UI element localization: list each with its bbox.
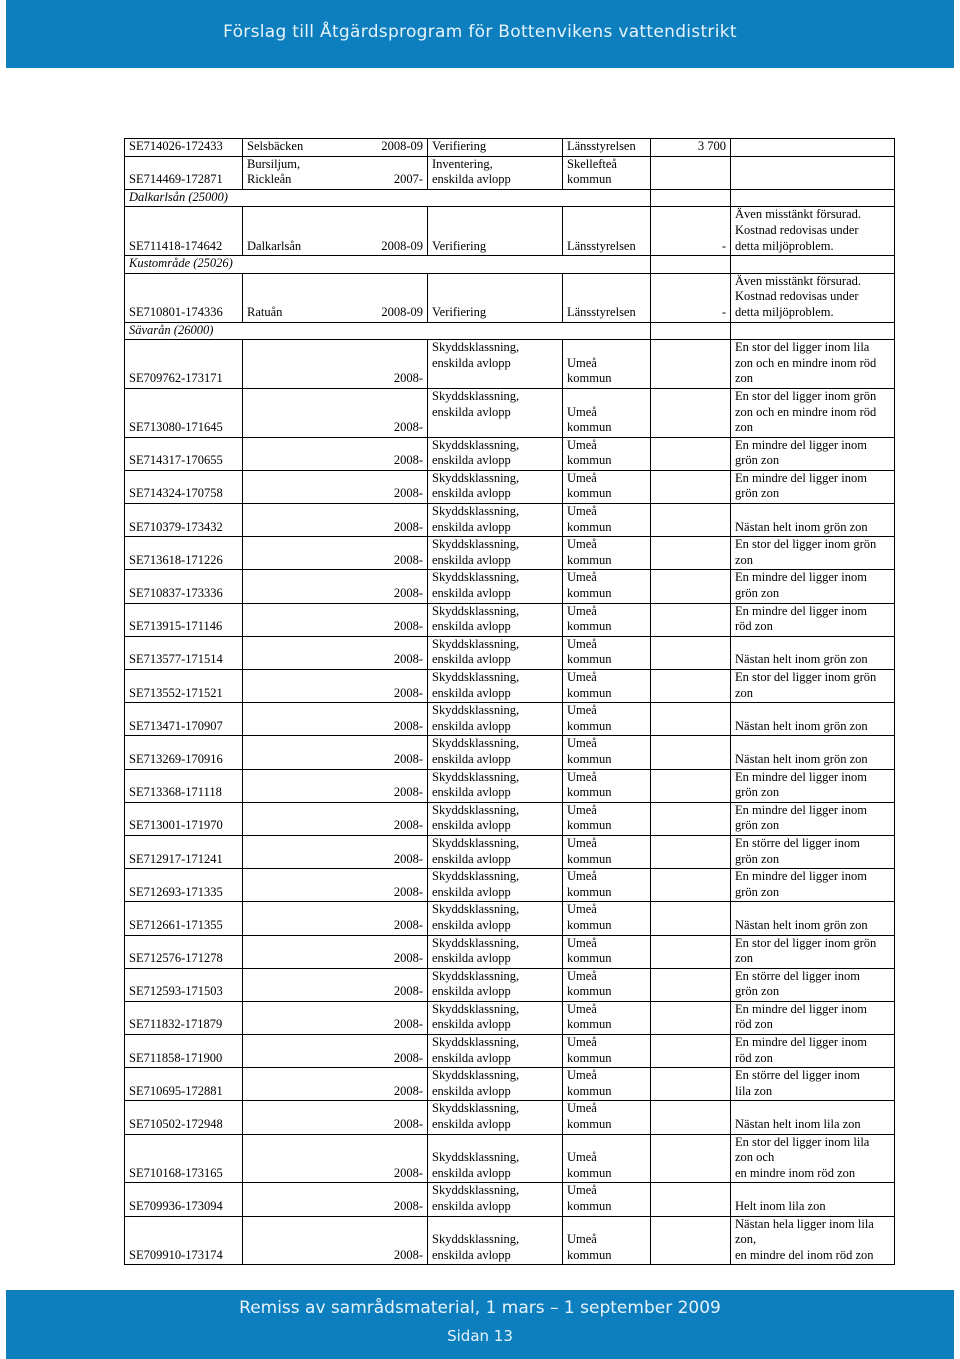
comment-cell: En mindre del ligger inom grön zon [731,570,895,603]
responsible-cell: Umeå kommun [563,340,651,389]
year-cell: 2008- [323,470,428,503]
water-id-cell: SE714324-170758 [125,470,243,503]
cost-cell: 3 700 [651,139,731,157]
footer-consultation-text: Remiss av samrådsmaterial, 1 mars – 1 september 2009 [239,1298,721,1318]
name-cell [243,636,323,669]
table-row [125,437,895,470]
table-row [125,1101,895,1134]
table-row [125,736,895,769]
year-cell: 2008- [323,603,428,636]
responsible-cell: Umeå kommun [563,968,651,1001]
water-id-cell: SE709910-173174 [125,1216,243,1265]
comment-cell: En mindre del ligger inom grön zon [731,769,895,802]
water-id-cell: SE710801-174336 [125,273,243,322]
water-id-cell: SE713577-171514 [125,636,243,669]
measure-cell: Skyddsklassning, enskilda avlopp [428,1035,563,1068]
responsible-cell: Umeå kommun [563,388,651,437]
cost-cell [651,1101,731,1134]
table-row [125,769,895,802]
measure-cell: Verifiering [428,273,563,322]
year-cell: 2008- [323,340,428,389]
name-cell [243,470,323,503]
measure-cell: Skyddsklassning, enskilda avlopp [428,636,563,669]
cost-cell [651,670,731,703]
table-row [125,537,895,570]
comment-cell [731,139,895,157]
cost-cell [651,802,731,835]
year-cell: 2007- [323,156,428,189]
comment-cell: En större del ligger inom lila zon [731,1068,895,1101]
measure-cell: Skyddsklassning, enskilda avlopp [428,935,563,968]
empty-cell [651,322,731,340]
cost-cell [651,1183,731,1216]
water-id-cell: SE710502-172948 [125,1101,243,1134]
responsible-cell: Umeå kommun [563,603,651,636]
cost-cell [651,1035,731,1068]
water-id-cell: SE713001-171970 [125,802,243,835]
cost-cell [651,340,731,389]
comment-cell: En stor del ligger inom grön zon [731,670,895,703]
measure-cell: Skyddsklassning, enskilda avlopp [428,802,563,835]
responsible-cell: Umeå kommun [563,869,651,902]
responsible-cell: Umeå kommun [563,1101,651,1134]
cost-cell [651,570,731,603]
table-row [125,1134,895,1183]
table-row [125,388,895,437]
water-id-cell: SE714469-172871 [125,156,243,189]
section-label: Sävarån (26000) [125,322,651,340]
water-id-cell: SE713080-171645 [125,388,243,437]
measure-cell: Inventering, enskilda avlopp [428,156,563,189]
responsible-cell: Umeå kommun [563,1001,651,1034]
responsible-cell: Umeå kommun [563,835,651,868]
cost-cell [651,902,731,935]
name-cell: Bursiljum, Rickleån [243,156,323,189]
name-cell [243,504,323,537]
measure-cell: Skyddsklassning, enskilda avlopp [428,1101,563,1134]
comment-cell: En stor del ligger inom grön zon och en mindre inom röd zon [731,388,895,437]
responsible-cell: Länsstyrelsen [563,139,651,157]
responsible-cell: Umeå kommun [563,1035,651,1068]
table-row [125,636,895,669]
name-cell [243,968,323,1001]
water-id-cell: SE714026-172433 [125,139,243,157]
comment-cell: En stor del ligger inom lila zon och en mindre inom röd zon [731,1134,895,1183]
comment-cell: En mindre del ligger inom grön zon [731,437,895,470]
measure-cell: Skyddsklassning, enskilda avlopp [428,1216,563,1265]
responsible-cell: Umeå kommun [563,470,651,503]
responsible-cell: Umeå kommun [563,570,651,603]
year-cell: 2008-09 [323,207,428,256]
empty-cell [651,189,731,207]
comment-cell: Nästan helt inom grön zon [731,736,895,769]
section-label: Kustområde (25026) [125,256,651,274]
name-cell: Selsbäcken [243,139,323,157]
empty-cell [651,256,731,274]
year-cell: 2008- [323,636,428,669]
empty-cell [731,189,895,207]
measure-cell: Skyddsklassning, enskilda avlopp [428,670,563,703]
comment-cell: En mindre del ligger inom röd zon [731,603,895,636]
section-label: Dalkarlsån (25000) [125,189,651,207]
year-cell: 2008- [323,703,428,736]
name-cell [243,703,323,736]
name-cell [243,935,323,968]
measure-cell: Skyddsklassning, enskilda avlopp [428,902,563,935]
table-row [125,1068,895,1101]
name-cell [243,437,323,470]
name-cell [243,1134,323,1183]
water-id-cell: SE713471-170907 [125,703,243,736]
responsible-cell: Umeå kommun [563,437,651,470]
name-cell [243,1216,323,1265]
responsible-cell: Umeå kommun [563,504,651,537]
name-cell [243,388,323,437]
table-row [125,1035,895,1068]
responsible-cell: Umeå kommun [563,802,651,835]
name-cell [243,603,323,636]
table-row [125,603,895,636]
empty-cell [731,322,895,340]
year-cell: 2008- [323,1001,428,1034]
comment-cell: Nästan helt inom grön zon [731,636,895,669]
responsible-cell: Umeå kommun [563,1068,651,1101]
cost-cell [651,769,731,802]
responsible-cell: Umeå kommun [563,537,651,570]
comment-cell: Helt inom lila zon [731,1183,895,1216]
year-cell: 2008- [323,504,428,537]
comment-cell: En mindre del ligger inom röd zon [731,1001,895,1034]
year-cell: 2008- [323,1134,428,1183]
responsible-cell: Umeå kommun [563,902,651,935]
water-id-cell: SE713552-171521 [125,670,243,703]
water-id-cell: SE709936-173094 [125,1183,243,1216]
water-id-cell: SE714317-170655 [125,437,243,470]
table-row [125,703,895,736]
name-cell [243,769,323,802]
responsible-cell: Umeå kommun [563,769,651,802]
table-row [125,968,895,1001]
name-cell [243,570,323,603]
cost-cell [651,935,731,968]
responsible-cell: Umeå kommun [563,1216,651,1265]
responsible-cell: Umeå kommun [563,1183,651,1216]
measure-cell: Skyddsklassning, enskilda avlopp [428,835,563,868]
water-id-cell: SE710168-173165 [125,1134,243,1183]
comment-cell: En mindre del ligger inom grön zon [731,869,895,902]
responsible-cell: Umeå kommun [563,736,651,769]
name-cell [243,1068,323,1101]
comment-cell: En stor del ligger inom grön zon [731,935,895,968]
measure-cell: Skyddsklassning, enskilda avlopp [428,703,563,736]
water-id-cell: SE713618-171226 [125,537,243,570]
measure-cell: Skyddsklassning, enskilda avlopp [428,1134,563,1183]
measure-cell: Skyddsklassning, enskilda avlopp [428,736,563,769]
name-cell [243,902,323,935]
name-cell [243,835,323,868]
water-id-cell: SE712693-171335 [125,869,243,902]
name-cell: Dalkarlsån [243,207,323,256]
measure-cell: Skyddsklassning, enskilda avlopp [428,388,563,437]
year-cell: 2008- [323,1101,428,1134]
footer-page-number: Sidan 13 [447,1327,513,1345]
measure-cell: Skyddsklassning, enskilda avlopp [428,1001,563,1034]
year-cell: 2008- [323,902,428,935]
comment-cell: En stor del ligger inom grön zon [731,537,895,570]
year-cell: 2008- [323,769,428,802]
year-cell: 2008- [323,835,428,868]
comment-cell: Även misstänkt försurad. Kostnad redovisas under detta miljöproblem. [731,273,895,322]
table-row [125,340,895,389]
measure-cell: Skyddsklassning, enskilda avlopp [428,570,563,603]
water-id-cell: SE711858-171900 [125,1035,243,1068]
name-cell [243,802,323,835]
comment-cell: Även misstänkt försurad. Kostnad redovisas under detta miljöproblem. [731,207,895,256]
year-cell: 2008-09 [323,139,428,157]
comment-cell: Nästan hela ligger inom lila zon, en mindre del inom röd zon [731,1216,895,1265]
responsible-cell: Umeå kommun [563,670,651,703]
table-row [125,869,895,902]
table-row [125,504,895,537]
year-cell: 2008- [323,802,428,835]
table-row [125,835,895,868]
table-row [125,156,895,189]
section-row [125,322,895,340]
water-id-cell: SE712661-171355 [125,902,243,935]
measure-cell: Skyddsklassning, enskilda avlopp [428,1183,563,1216]
water-id-cell: SE713915-171146 [125,603,243,636]
table-row [125,802,895,835]
measure-cell: Skyddsklassning, enskilda avlopp [428,504,563,537]
name-cell: Ratuån [243,273,323,322]
comment-cell: En stor del ligger inom lila zon och en mindre inom röd zon [731,340,895,389]
year-cell: 2008- [323,1216,428,1265]
responsible-cell: Skellefteå kommun [563,156,651,189]
section-row [125,256,895,274]
cost-cell [651,537,731,570]
measure-cell: Skyddsklassning, enskilda avlopp [428,470,563,503]
cost-cell [651,736,731,769]
responsible-cell: Umeå kommun [563,935,651,968]
measure-cell: Skyddsklassning, enskilda avlopp [428,1068,563,1101]
comment-cell: En större del ligger inom grön zon [731,835,895,868]
table-row [125,902,895,935]
cost-cell [651,388,731,437]
water-id-cell: SE712576-171278 [125,935,243,968]
name-cell [243,670,323,703]
water-id-cell: SE713368-171118 [125,769,243,802]
year-cell: 2008- [323,570,428,603]
cost-cell [651,603,731,636]
cost-cell [651,968,731,1001]
measure-cell: Skyddsklassning, enskilda avlopp [428,769,563,802]
water-id-cell: SE709762-173171 [125,340,243,389]
name-cell [243,1183,323,1216]
cost-cell: - [651,273,731,322]
year-cell: 2008- [323,437,428,470]
responsible-cell: Länsstyrelsen [563,207,651,256]
cost-cell [651,470,731,503]
table-row [125,1001,895,1034]
cost-cell [651,504,731,537]
year-cell: 2008- [323,537,428,570]
cost-cell [651,835,731,868]
responsible-cell: Länsstyrelsen [563,273,651,322]
measure-cell: Skyddsklassning, enskilda avlopp [428,437,563,470]
measure-cell: Skyddsklassning, enskilda avlopp [428,340,563,389]
table-row [125,1183,895,1216]
comment-cell: En mindre del ligger inom grön zon [731,802,895,835]
measure-cell: Skyddsklassning, enskilda avlopp [428,869,563,902]
year-cell: 2008-09 [323,273,428,322]
section-row [125,189,895,207]
comment-cell: En mindre del ligger inom röd zon [731,1035,895,1068]
name-cell [243,869,323,902]
table-row [125,470,895,503]
water-id-cell: SE712917-171241 [125,835,243,868]
year-cell: 2008- [323,869,428,902]
measure-cell: Verifiering [428,139,563,157]
name-cell [243,537,323,570]
comment-cell: Nästan helt inom grön zon [731,902,895,935]
table-row [125,935,895,968]
water-id-cell: SE711418-174642 [125,207,243,256]
responsible-cell: Umeå kommun [563,636,651,669]
table-row [125,1216,895,1265]
year-cell: 2008- [323,1035,428,1068]
page-header-title: Förslag till Åtgärdsprogram för Bottenvikens vattendistrikt [223,22,737,42]
cost-cell [651,1216,731,1265]
cost-cell [651,1134,731,1183]
water-id-cell: SE710379-173432 [125,504,243,537]
water-id-cell: SE713269-170916 [125,736,243,769]
cost-cell [651,869,731,902]
name-cell [243,340,323,389]
comment-cell: Nästan helt inom grön zon [731,504,895,537]
measure-cell: Verifiering [428,207,563,256]
comment-cell: Nästan helt inom grön zon [731,703,895,736]
comment-cell: En mindre del ligger inom grön zon [731,470,895,503]
measure-cell: Skyddsklassning, enskilda avlopp [428,603,563,636]
name-cell [243,736,323,769]
year-cell: 2008- [323,670,428,703]
table-row [125,273,895,322]
year-cell: 2008- [323,1068,428,1101]
measure-cell: Skyddsklassning, enskilda avlopp [428,537,563,570]
year-cell: 2008- [323,1183,428,1216]
year-cell: 2008- [323,935,428,968]
cost-cell [651,437,731,470]
cost-cell [651,703,731,736]
comment-cell [731,156,895,189]
name-cell [243,1035,323,1068]
responsible-cell: Umeå kommun [563,1134,651,1183]
name-cell [243,1001,323,1034]
water-id-cell: SE712593-171503 [125,968,243,1001]
year-cell: 2008- [323,968,428,1001]
responsible-cell: Umeå kommun [563,703,651,736]
cost-cell [651,1001,731,1034]
measures-table [124,138,895,1265]
water-id-cell: SE710837-173336 [125,570,243,603]
water-id-cell: SE711832-171879 [125,1001,243,1034]
year-cell: 2008- [323,388,428,437]
cost-cell [651,1068,731,1101]
cost-cell [651,636,731,669]
table-row [125,670,895,703]
table-row [125,139,895,157]
water-id-cell: SE710695-172881 [125,1068,243,1101]
measure-cell: Skyddsklassning, enskilda avlopp [428,968,563,1001]
table-row [125,207,895,256]
year-cell: 2008- [323,736,428,769]
cost-cell: - [651,207,731,256]
comment-cell: Nästan helt inom lila zon [731,1101,895,1134]
table-row [125,570,895,603]
name-cell [243,1101,323,1134]
empty-cell [731,256,895,274]
comment-cell: En större del ligger inom grön zon [731,968,895,1001]
cost-cell [651,156,731,189]
